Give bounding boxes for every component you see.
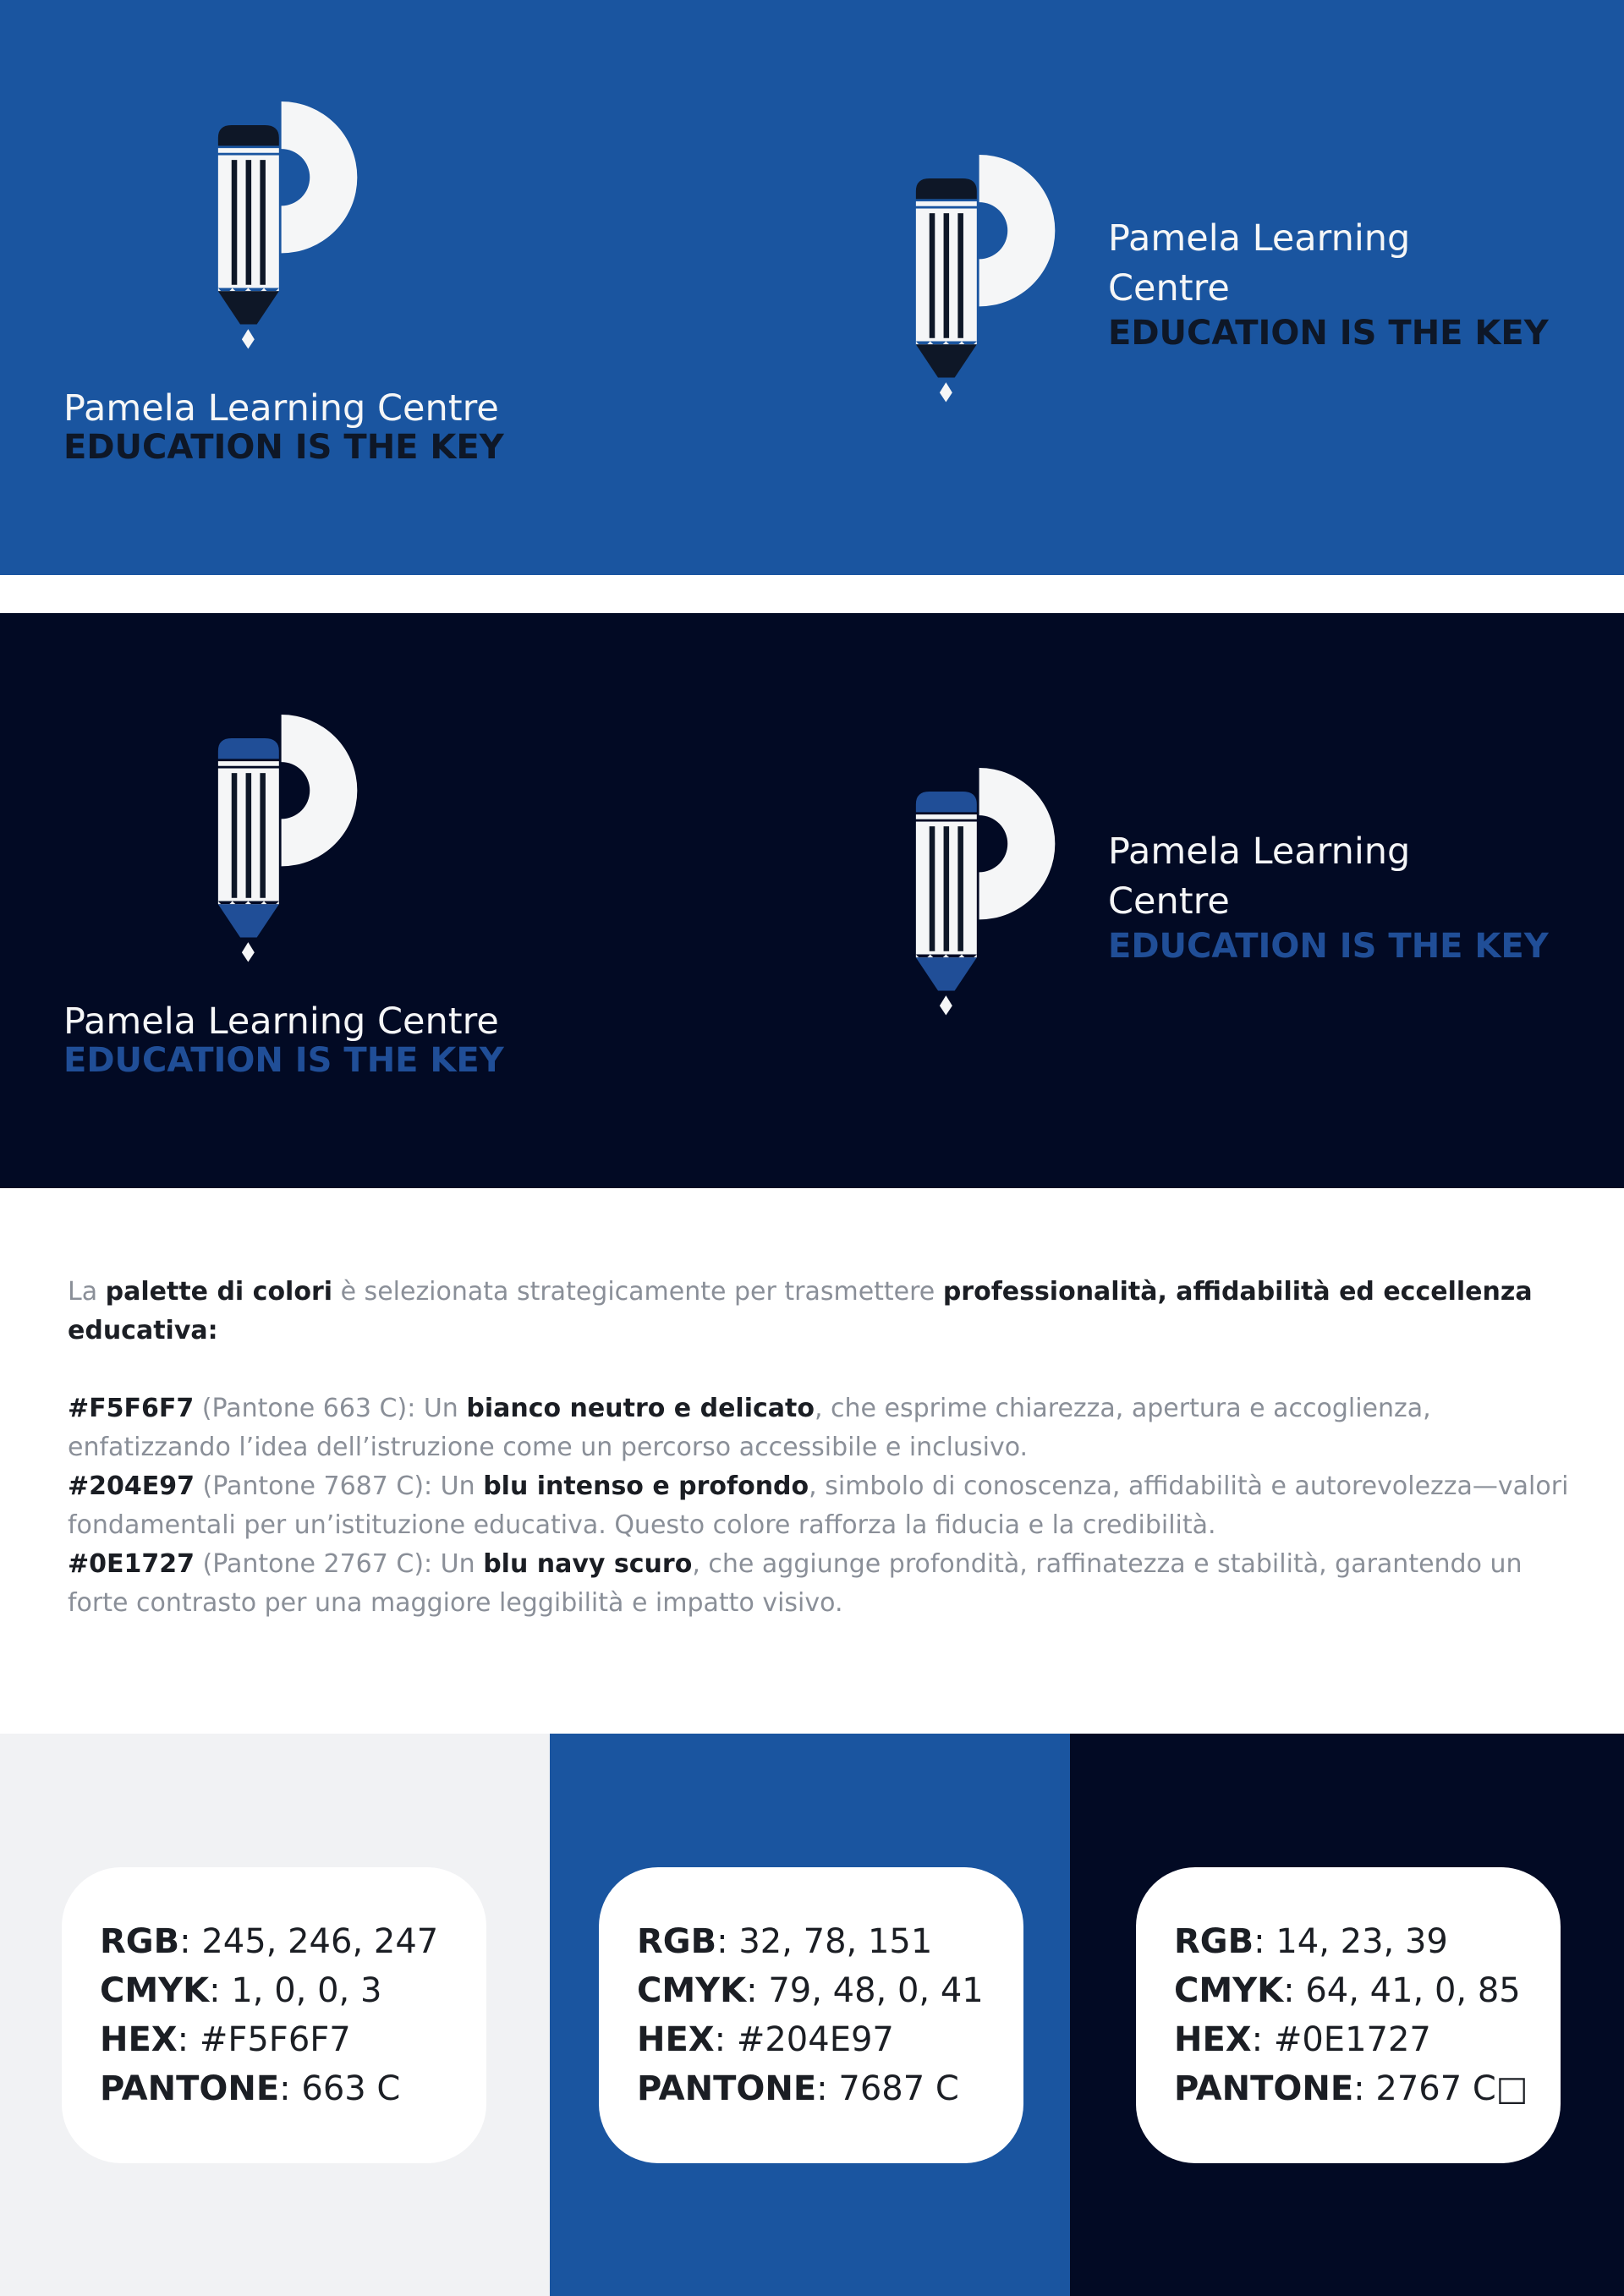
brand-name-line2: Centre xyxy=(1108,880,1230,923)
palette-intro xyxy=(68,1273,1590,1351)
palette-item-white xyxy=(68,1389,1590,1467)
color-highlight: blu intenso e profondo xyxy=(483,1471,809,1501)
swatch-white xyxy=(0,1734,550,2296)
palette-item-blue xyxy=(68,1467,1590,1545)
color-highlight: blu navy scuro xyxy=(483,1549,693,1579)
brand-tagline: EDUCATION IS THE KEY xyxy=(63,1041,504,1080)
color-description: , simbolo di conoscenza, affidabilità e autorevolezza—valori fondamentali per un’istituzione educativa. Questo colore rafforza la fiducia e la credibilità. xyxy=(68,1471,1569,1540)
rgb-value: RGB: 14, 23, 39 xyxy=(1174,1922,1448,1961)
palette-description xyxy=(68,1273,1590,1623)
pantone-note: (Pantone 7687 C): Un xyxy=(195,1471,484,1501)
color-spec-card xyxy=(62,1867,486,2163)
cmyk-value: CMYK: 79, 48, 0, 41 xyxy=(637,1971,984,2010)
swatch-navy xyxy=(1070,1734,1624,2296)
pantone-note: (Pantone 663 C): Un xyxy=(194,1394,467,1423)
intro-highlight: palette di colori xyxy=(105,1277,333,1307)
hex-value: HEX: #204E97 xyxy=(637,2020,894,2059)
hex-code: #204E97 xyxy=(68,1471,195,1501)
brand-name-line2: Centre xyxy=(1108,267,1230,310)
color-spec-card xyxy=(1136,1867,1561,2163)
hex-code: #F5F6F7 xyxy=(68,1394,195,1423)
brand-tagline: EDUCATION IS THE KEY xyxy=(63,428,504,467)
pencil-p-logo-icon xyxy=(914,155,1072,408)
hex-code: #0E1727 xyxy=(68,1549,195,1579)
pantone-note: (Pantone 2767 C): Un xyxy=(195,1549,484,1579)
pencil-p-logo-icon xyxy=(216,101,374,354)
brand-name-line1: Pamela Learning xyxy=(1108,830,1411,873)
pencil-p-logo-icon xyxy=(216,715,374,967)
hex-value: HEX: #F5F6F7 xyxy=(100,2020,351,2059)
pantone-value: PANTONE: 663 C xyxy=(100,2069,401,2108)
pantone-value: PANTONE: 2767 C□ xyxy=(1174,2069,1528,2108)
palette-item-navy xyxy=(68,1545,1590,1623)
cmyk-value: CMYK: 64, 41, 0, 85 xyxy=(1174,1971,1521,2010)
rgb-value: RGB: 245, 246, 247 xyxy=(100,1922,439,1961)
brand-name: Pamela Learning Centre xyxy=(63,387,499,430)
brand-tagline: EDUCATION IS THE KEY xyxy=(1108,927,1549,966)
cmyk-value: CMYK: 1, 0, 0, 3 xyxy=(100,1971,382,2010)
brand-name-line1: Pamela Learning xyxy=(1108,217,1411,260)
hex-value: HEX: #0E1727 xyxy=(1174,2020,1431,2059)
color-highlight: bianco neutro e delicato xyxy=(466,1394,815,1423)
logo-band-blue xyxy=(0,0,1624,575)
color-description: , che esprime chiarezza, apertura e accoglienza, enfatizzando l’idea dell’istruzione come un percorso accessibile e inclusivo. xyxy=(68,1394,1431,1462)
intro-text: è selezionata strategicamente per trasmettere xyxy=(332,1277,943,1307)
intro-text: La xyxy=(68,1277,106,1307)
pantone-value: PANTONE: 7687 C xyxy=(637,2069,959,2108)
swatch-blue xyxy=(550,1734,1070,2296)
intro-highlight: professionalità, affidabilità ed eccellenza educativa: xyxy=(68,1277,1533,1345)
color-description: , che aggiunge profondità, raffinatezza e stabilità, garantendo un forte contrasto per una maggiore leggibilità e impatto visivo. xyxy=(68,1549,1522,1618)
pencil-p-logo-icon xyxy=(914,768,1072,1021)
logo-band-navy xyxy=(0,613,1624,1188)
rgb-value: RGB: 32, 78, 151 xyxy=(637,1922,933,1961)
brand-name: Pamela Learning Centre xyxy=(63,1000,499,1043)
spacer xyxy=(68,1351,1590,1389)
brand-tagline: EDUCATION IS THE KEY xyxy=(1108,314,1549,353)
color-spec-card xyxy=(599,1867,1023,2163)
